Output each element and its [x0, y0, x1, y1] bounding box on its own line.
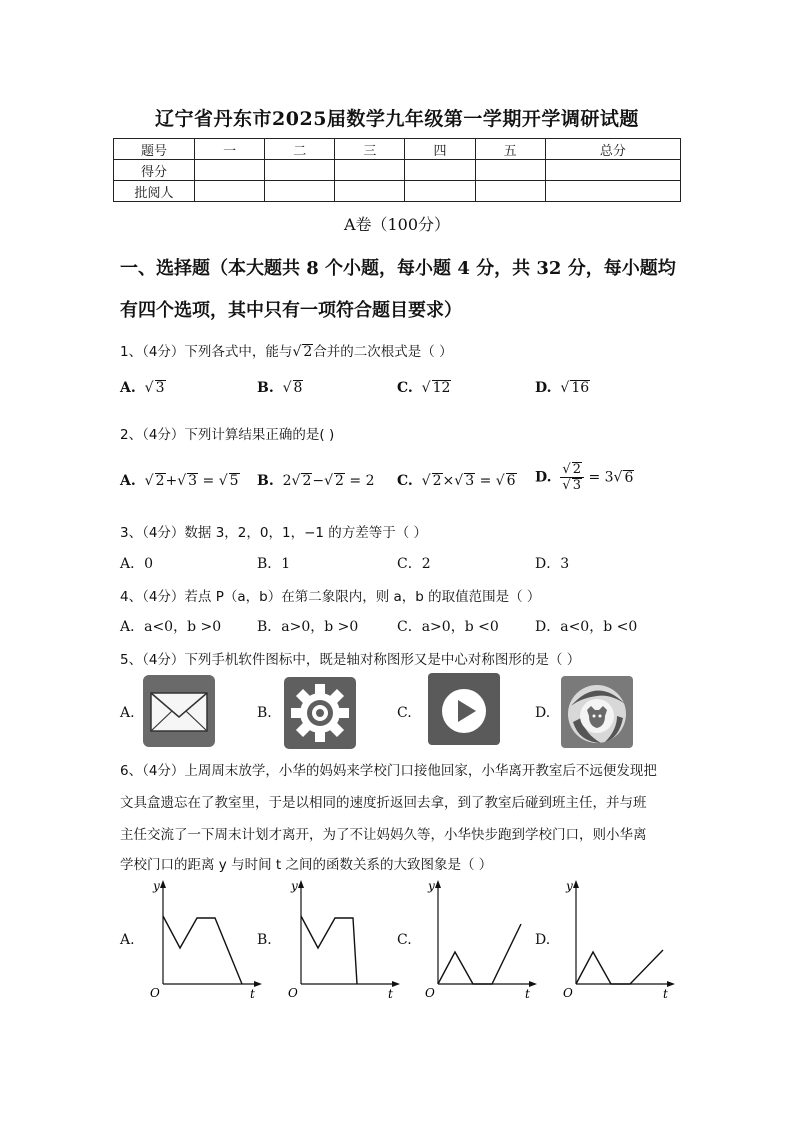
option-d-label: D.	[535, 705, 551, 721]
table-cell: 题号	[114, 139, 195, 160]
table-cell: 得分	[114, 160, 195, 181]
part1-heading-line1: 一、选择题（本大题共 8 个小题，每小题 4 分，共 32 分，每小题均	[120, 258, 676, 279]
table-cell	[475, 181, 545, 202]
play-icon	[428, 673, 500, 745]
option-d: D．3	[535, 556, 570, 572]
graph-c	[415, 876, 540, 1001]
graph-c-label: C.	[397, 932, 412, 948]
axis-x-label: t	[525, 987, 530, 1001]
table-cell	[545, 160, 680, 181]
app-logo-icon	[561, 676, 633, 748]
radicand: 2	[303, 344, 313, 360]
table-cell	[265, 181, 335, 202]
score-table	[113, 138, 681, 202]
table-row	[114, 160, 681, 181]
option-b: B．1	[257, 556, 291, 572]
table-cell	[545, 181, 680, 202]
option-b-label: B.	[257, 705, 272, 721]
table-row	[114, 181, 681, 202]
graph-d	[553, 876, 678, 1001]
table-cell	[475, 160, 545, 181]
option-d: D. $\frac{√ 2}{√ 3}$ = 3√ 6	[535, 462, 634, 493]
axis-x-label: t	[663, 987, 668, 1001]
option-d: D．a<0，b <0	[535, 619, 638, 635]
question-1: 1、（4分）下列各式中，能与√ 2合并的二次根式是（ ）	[120, 344, 453, 360]
axis-x-label: t	[388, 987, 393, 1001]
table-cell	[335, 160, 405, 181]
table-header-row	[114, 139, 681, 160]
origin-label: O	[563, 986, 573, 1000]
table-cell: 四	[405, 139, 475, 160]
envelope-icon	[143, 675, 215, 747]
section-a-heading: A卷（100分）	[343, 215, 451, 234]
origin-label: O	[425, 986, 435, 1000]
graph-b-label: B.	[257, 932, 272, 948]
table-cell	[195, 181, 265, 202]
option-c: C．2	[397, 556, 431, 572]
option-a: A. √ 3	[120, 380, 165, 396]
axis-y-label: y	[566, 879, 573, 893]
table-cell: 三	[335, 139, 405, 160]
option-a: A．0	[120, 556, 154, 572]
origin-label: O	[288, 986, 298, 1000]
table-cell	[265, 160, 335, 181]
option-b: B. 2√ 2−√ 2 = 2	[257, 473, 375, 489]
table-cell	[335, 181, 405, 202]
option-c: C. √ 12	[397, 380, 451, 396]
option-c: C. √ 2×√ 3 = √ 6	[397, 473, 516, 489]
axis-y-label: y	[153, 879, 160, 893]
option-d: D. √ 16	[535, 380, 590, 396]
table-cell: 批阅人	[114, 181, 195, 202]
question-text: 1、（4分）下列各式中，能与	[120, 344, 293, 360]
graph-b	[278, 876, 403, 1001]
question-6-line4: 学校门口的距离 y 与时间 t 之间的函数关系的大致图象是（ ）	[120, 857, 493, 873]
axis-y-label: y	[291, 879, 298, 893]
table-cell: 总分	[545, 139, 680, 160]
option-a-label: A.	[120, 705, 135, 721]
part1-heading-line2: 有四个选项，其中只有一项符合题目要求）	[120, 300, 462, 321]
option-a: A. √ 2+√ 3 = √ 5	[120, 473, 239, 489]
table-cell	[405, 160, 475, 181]
axis-y-label: y	[428, 879, 435, 893]
gear-icon	[284, 677, 356, 749]
option-c: C．a>0，b <0	[397, 619, 499, 635]
question-5: 5、（4分）下列手机软件图标中，既是轴对称图形又是中心对称图形的是（ ）	[120, 652, 581, 668]
option-a: A．a<0，b >0	[120, 619, 222, 635]
option-b: B．a>0，b >0	[257, 619, 359, 635]
graph-a	[140, 876, 265, 1001]
table-cell	[405, 181, 475, 202]
question-4: 4、（4分）若点 P（a，b）在第二象限内，则 a，b 的取值范围是（ ）	[120, 589, 541, 605]
question-6-line3: 主任交流了一下周末计划才离开，为了不让妈妈久等，小华快步跑到学校门口，则小华离	[120, 827, 647, 843]
graph-d-label: D.	[535, 932, 551, 948]
origin-label: O	[150, 986, 160, 1000]
table-cell: 二	[265, 139, 335, 160]
table-cell: 五	[475, 139, 545, 160]
question-6-line2: 文具盒遗忘在了教室里，于是以相同的速度折返回去拿，到了教室后碰到班主任，并与班	[120, 795, 647, 811]
page-title: 辽宁省丹东市2025届数学九年级第一学期开学调研试题	[155, 108, 639, 130]
question-3: 3、（4分）数据 3，2，0，1，−1 的方差等于（ ）	[120, 525, 428, 541]
table-cell	[195, 160, 265, 181]
option-c-label: C.	[397, 705, 412, 721]
table-cell: 一	[195, 139, 265, 160]
option-b: B. √ 8	[257, 380, 303, 396]
axis-x-label: t	[250, 987, 255, 1001]
question-6-line1: 6、（4分）上周周末放学，小华的妈妈来学校门口接他回家，小华离开教室后不远便发现把	[120, 763, 657, 779]
question-2: 2、（4分）下列计算结果正确的是( )	[120, 427, 335, 443]
question-text: 合并的二次根式是（ ）	[313, 344, 453, 360]
graph-a-label: A.	[120, 932, 135, 948]
